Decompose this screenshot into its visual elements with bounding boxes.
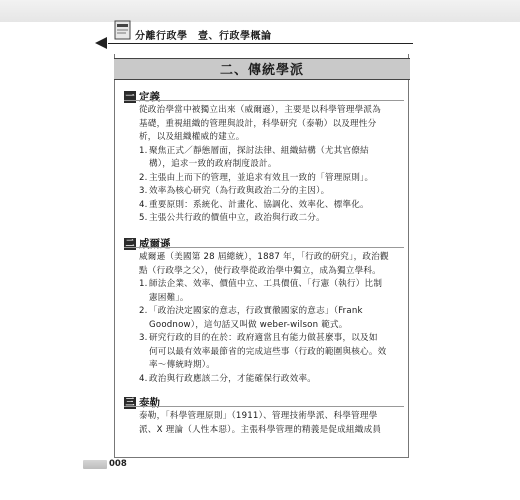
list-item [139, 373, 316, 387]
list-item-continuation: Goodnow），這句話又叫做 weber-wilson 範式。 [149, 319, 348, 330]
subsection-title: 威爾遜 [139, 238, 171, 250]
list-index: 5. [139, 213, 148, 223]
list-item-continuation: 憲困難」。 [149, 292, 189, 303]
subsection-rule [124, 247, 404, 248]
list-index: 1. [139, 279, 148, 289]
list-item [139, 278, 382, 292]
subsection-title: 泰勒 [139, 397, 160, 409]
paragraph-line: 從政治學當中被獨立出來（威爾遜），主要是以科學管理學派為 [139, 105, 381, 115]
list-index: 1. [139, 145, 148, 156]
list-item [139, 172, 373, 186]
paragraph-line: 點（行政學之父），使行政學從政治學中獨立，成為獨立學科。 [139, 265, 381, 276]
list-index: 2. [139, 306, 148, 316]
list-item-continuation: 率～傳統時期）。 [149, 360, 216, 370]
subsection-number: 三 [125, 397, 135, 408]
list-index: 4. [139, 373, 148, 384]
list-item [139, 199, 369, 213]
list-item-text: 重要原則：系統化、計畫化、協調化、效率化、標準化。 [149, 199, 369, 210]
subsection-title: 定義 [139, 91, 160, 103]
list-item [139, 145, 369, 159]
section-title-bar [114, 58, 410, 80]
list-index: 3. [139, 333, 148, 343]
subsection-heading-taylor [124, 392, 160, 409]
paragraph-line: 析，以及組織權威的建立。 [139, 132, 245, 142]
subsection-rule [124, 406, 404, 407]
list-item-text: 師法企業、效率、價值中立、工具價值、「行憲（執行）比制 [149, 279, 383, 289]
paragraph-line: 派、X 理論（人性本惡）。主張科學管理的精義是促成組織成員 [139, 424, 382, 435]
list-item-text: 主張公共行政的價值中立，政治與行政二分。 [149, 213, 325, 223]
paragraph-line: 基礎，重視組織的管理與設計，科學研究（泰勒）以及理性分 [139, 118, 377, 129]
page-number: 008 [109, 459, 127, 469]
header-arrow-icon [95, 37, 107, 49]
subsection-number: 二 [125, 238, 135, 249]
running-header: 分離行政學 壹、行政學概論 [135, 31, 272, 42]
list-index: 4. [139, 199, 148, 210]
header-strip [0, 0, 520, 22]
paragraph-line: 威爾遜（美國第 28 屆總統），1887 年，「行政的研究」，政治觀 [139, 252, 389, 262]
section-title: 二、傳統學派 [219, 63, 304, 78]
paragraph-line: 泰勒，「科學管理原則」（1911）、管理技術學派、科學管理學 [139, 411, 378, 421]
list-item-text: 效率為核心研究（為行政與政治二分的主因）。 [149, 186, 330, 196]
list-item [139, 185, 329, 199]
subsection-rule [124, 100, 404, 101]
footer-tab [83, 460, 107, 469]
list-item [139, 305, 363, 319]
list-index: 2. [139, 172, 148, 183]
list-item [139, 212, 325, 226]
list-item [139, 332, 378, 346]
subsection-heading-wilson [124, 233, 171, 250]
subsection-number: 一 [125, 91, 135, 102]
header-rule [108, 43, 413, 44]
list-index: 3. [139, 186, 148, 196]
list-item-text: 主張由上而下的管理，並追求有效且一致的「管理原則」。 [149, 172, 374, 183]
list-item-continuation: 構），追求一致的政府制度設計。 [149, 159, 277, 169]
subsection-heading-definition [124, 86, 160, 103]
list-item-text: 聚焦正式／靜態層面，探討法律、組織結構（尤其官僚結 [149, 145, 369, 156]
book-logo-icon [113, 18, 133, 42]
list-item-text: 研究行政的目的在於：政府適當且有能力做甚麼事，以及如 [149, 333, 378, 343]
list-item-continuation: 何可以最有效率最節省的完成這些事（行政的範圍與核心。效 [149, 346, 387, 357]
list-item-text: 政治與行政應該二分，才能確保行政效率。 [149, 373, 317, 384]
list-item-text: 「政治決定國家的意志，行政實徹國家的意志」（Frank [149, 306, 363, 316]
